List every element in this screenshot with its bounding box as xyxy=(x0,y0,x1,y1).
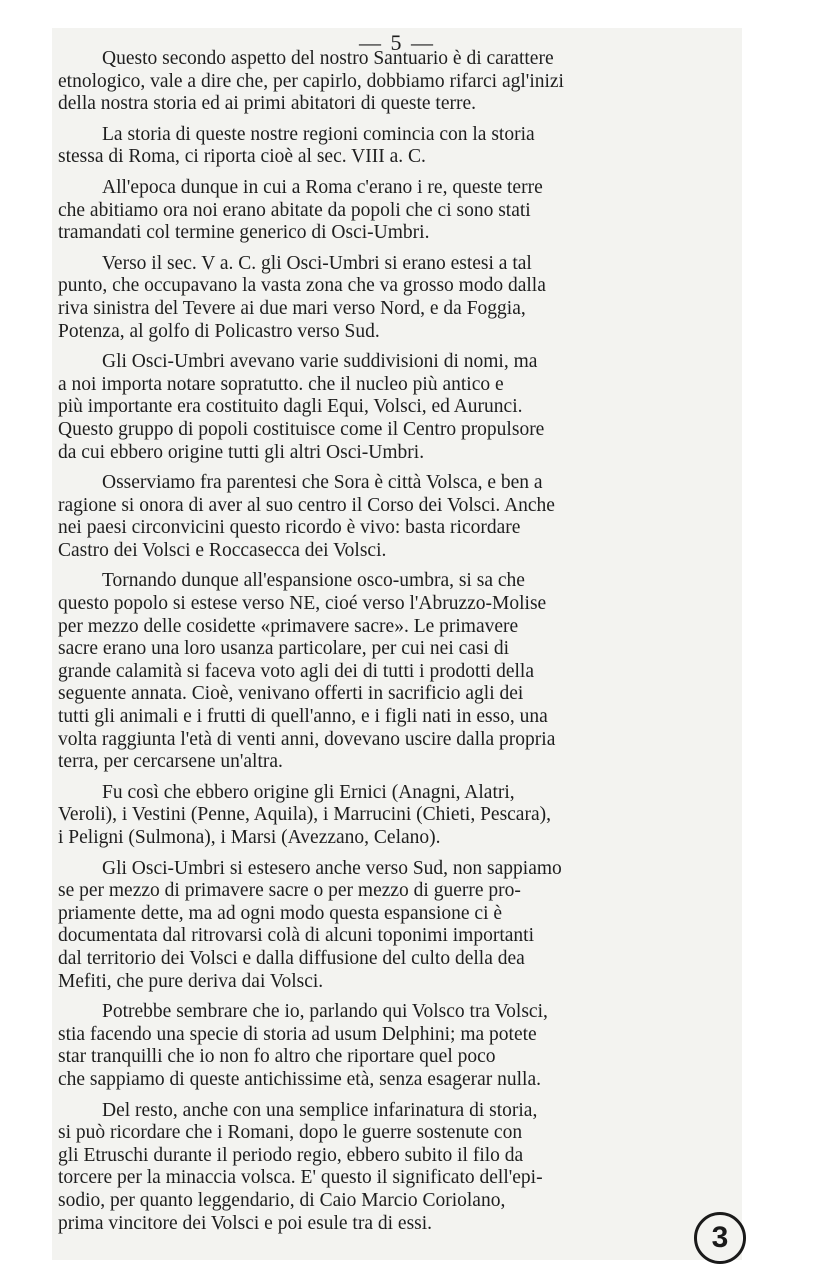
text-line: volta raggiunta l'età di venti anni, dovevano uscire dalla propria xyxy=(58,728,556,750)
text-line: terra, per cercarsene un'altra. xyxy=(58,751,283,773)
paragraph-gap xyxy=(58,562,738,570)
text-line: nei paesi circonvicini questo ricordo è vivo: basta ricordare xyxy=(58,517,521,539)
text-line: tramandati col termine generico di Osci-Umbri. xyxy=(58,222,430,244)
text-line: torcere per la minaccia volsca. E' questo il significato dell'epi- xyxy=(58,1167,543,1189)
text-line: Castro dei Volsci e Roccasecca dei Volsci. xyxy=(58,539,387,561)
text-line: seguente annata. Cioè, venivano offerti in sacrificio agli dei xyxy=(58,683,524,705)
paragraph xyxy=(58,1001,738,1091)
text-line: sacre erano una loro usanza particolare, per cui nei casi di xyxy=(58,638,509,660)
text-line: Veroli), i Vestini (Penne, Aquila), i Marrucini (Chieti, Pescara), xyxy=(58,804,551,826)
text-line: etnologico, vale a dire che, per capirlo, dobbiamo rifarci agl'inizi xyxy=(58,70,564,92)
text-line: da cui ebbero origine tutti gli altri Osci-Umbri. xyxy=(58,441,425,463)
paragraph xyxy=(58,858,738,994)
paragraph xyxy=(58,351,738,464)
text-line: più importante era costituito dagli Equi, Volsci, ed Aurunci. xyxy=(58,396,523,418)
text-line: Del resto, anche con una semplice infarinatura di storia, xyxy=(102,1099,538,1121)
paragraph-gap xyxy=(58,116,738,124)
text-line: gli Etruschi durante il periodo regio, ebbero subito il filo da xyxy=(58,1144,524,1166)
text-line: Questo secondo aspetto del nostro Santuario è di carattere xyxy=(102,48,554,69)
text-line: i Peligni (Sulmona), i Marsi (Avezzano, Celano). xyxy=(58,827,441,848)
text-line: Verso il sec. V a. C. gli Osci-Umbri si erano estesi a tal xyxy=(102,252,532,274)
text-line: della nostra storia ed ai primi abitatori di queste terre. xyxy=(58,93,477,115)
text-line: Tornando dunque all'espansione osco-umbra, si sa che xyxy=(102,570,525,592)
text-line: documentata dal ritrovarsi colà di alcuni toponimi importanti xyxy=(58,925,534,947)
paragraph xyxy=(58,253,738,343)
paragraph xyxy=(58,124,738,169)
text-line: All'epoca dunque in cui a Roma c'erano i re, queste terre xyxy=(102,176,543,198)
paragraph-gap xyxy=(58,169,738,177)
text-line: priamente dette, ma ad ogni modo questa espansione ci è xyxy=(58,902,503,924)
text-line: punto, che occupavano la vasta zona che va grosso modo dalla xyxy=(58,275,546,297)
paragraph xyxy=(58,570,738,773)
paragraph xyxy=(58,1100,738,1236)
text-line: ragione si onora di aver al suo centro il Corso dei Volsci. Anche xyxy=(58,494,555,516)
paragraph-gap xyxy=(58,1092,738,1100)
paragraph-gap xyxy=(58,464,738,472)
text-line: questo popolo si estese verso NE, cioé verso l'Abruzzo-Molise xyxy=(58,593,547,615)
paragraph xyxy=(58,48,738,116)
text-line: se per mezzo di primavere sacre o per mezzo di guerre pro- xyxy=(58,880,521,902)
text-line: si può ricordare che i Romani, dopo le guerre sostenute con xyxy=(58,1122,523,1144)
text-line: dal territorio dei Volsci e dalla diffusione del culto della dea xyxy=(58,947,525,969)
text-line: Mefiti, che pure deriva dai Volsci. xyxy=(58,970,324,992)
paragraph-gap xyxy=(58,850,738,858)
text-line: Fu così che ebbero origine gli Ernici (Anagni, Alatri, xyxy=(102,781,515,803)
text-line: star tranquilli che io non fo altro che riportare quel poco xyxy=(58,1046,496,1068)
text-line: che abitiamo ora noi erano abitate da popoli che ci sono stati xyxy=(58,199,531,221)
text-line: Potrebbe sembrare che io, parlando qui Volsco tra Volsci, xyxy=(102,1001,548,1023)
paragraph-gap xyxy=(58,343,738,351)
text-line: a noi importa notare sopratutto. che il nucleo più antico e xyxy=(58,373,504,395)
text-line: Potenza, al golfo di Policastro verso Sud. xyxy=(58,320,380,342)
text-line: tutti gli animali e i frutti di quell'anno, e i figli nati in esso, una xyxy=(58,706,548,728)
text-line: per mezzo delle cosidette «primavere sacre». Le primavere xyxy=(58,615,519,637)
circled-page-stamp: 3 xyxy=(694,1212,746,1264)
text-line: Gli Osci-Umbri avevano varie suddivisioni di nomi, ma xyxy=(102,351,538,373)
paragraph xyxy=(58,782,738,850)
text-line: sodio, per quanto leggendario, di Caio Marcio Coriolano, xyxy=(58,1189,506,1211)
text-line: che sappiamo di queste antichissime età, senza esagerar nulla. xyxy=(58,1068,541,1090)
text-line: stessa di Roma, ci riporta cioè al sec. VIII a. C. xyxy=(58,146,426,168)
text-line: riva sinistra del Tevere ai due mari verso Nord, e da Foggia, xyxy=(58,297,526,319)
text-line: stia facendo una specie di storia ad usum Delphini; ma potete xyxy=(58,1023,537,1045)
text-line: Questo gruppo di popoli costituisce come il Centro propulsore xyxy=(58,418,545,440)
paragraph xyxy=(58,472,738,562)
paragraph xyxy=(58,177,738,245)
paragraph-gap xyxy=(58,245,738,253)
paragraph-gap xyxy=(58,993,738,1001)
paragraph-gap xyxy=(58,774,738,782)
text-line: Gli Osci-Umbri si estesero anche verso Sud, non sappiamo xyxy=(102,857,562,879)
text-line: Osserviamo fra parentesi che Sora è città Volsca, e ben a xyxy=(102,472,543,494)
body-text xyxy=(58,48,738,1235)
text-line: prima vincitore dei Volsci e poi esule tra di essi. xyxy=(58,1212,433,1234)
text-line: grande calamità si faceva voto agli dei di tutti i prodotti della xyxy=(58,660,534,682)
page-number: — 5 — xyxy=(359,30,435,55)
text-line: La storia di queste nostre regioni comincia con la storia xyxy=(102,123,535,145)
